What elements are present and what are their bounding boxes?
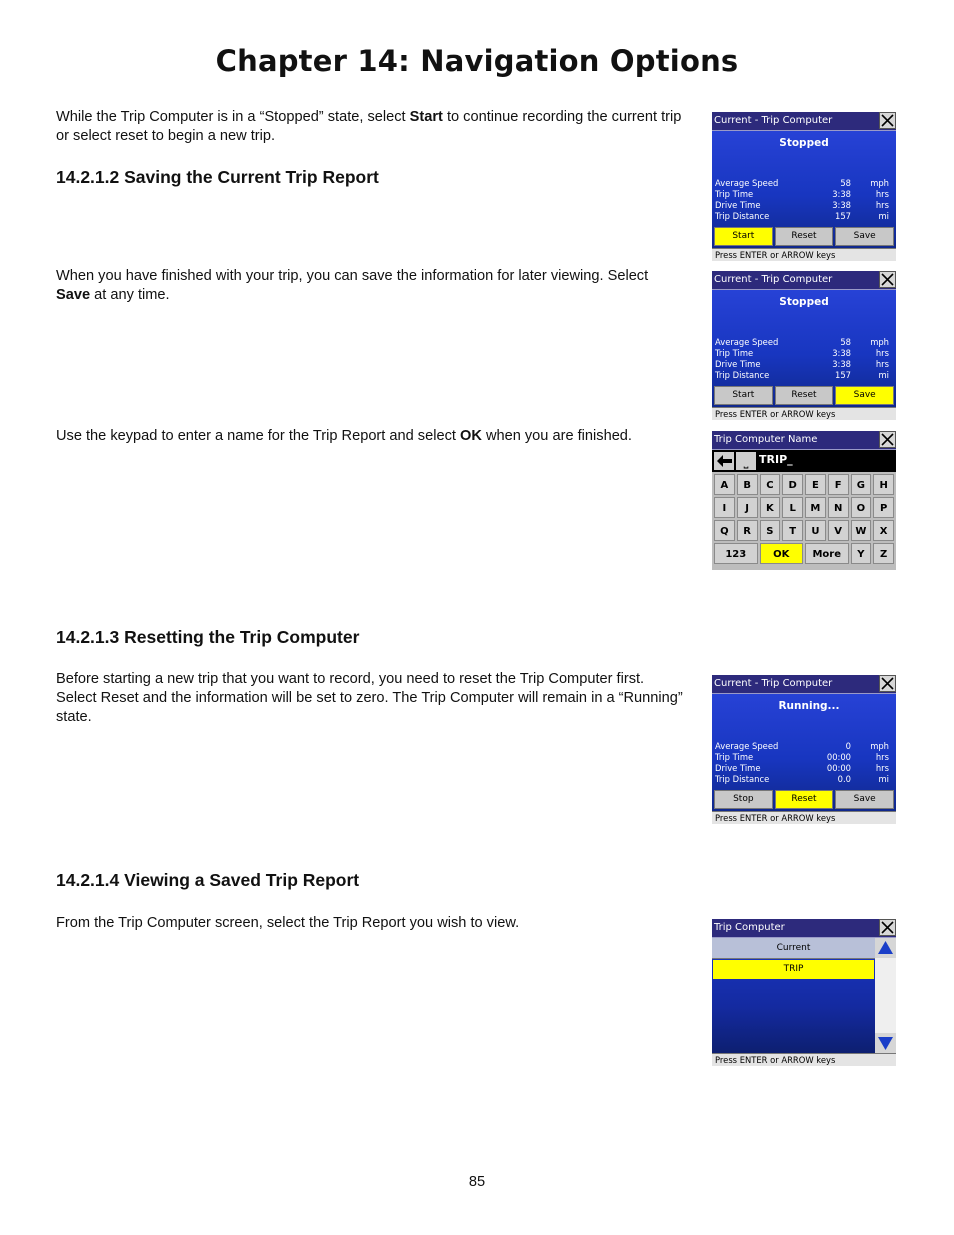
close-button[interactable] (879, 271, 896, 288)
row-trip-time: Trip Time 00:00 hrs (715, 752, 889, 762)
row-trip-distance: Trip Distance 157 mi (715, 370, 889, 380)
keypad (712, 472, 896, 566)
screen-title: Current - Trip Computer (714, 274, 833, 285)
close-icon (880, 272, 895, 287)
trip-computer-screen-stopped-save (712, 271, 896, 420)
key-d[interactable]: D (782, 474, 803, 495)
section-heading-saving: 14.2.1.2 Saving the Current Trip Report (56, 167, 379, 187)
key-k[interactable]: K (760, 497, 781, 518)
row-trip-time: Trip Time 3:38 hrs (715, 348, 889, 358)
key-f[interactable]: F (828, 474, 849, 495)
section-heading-resetting: 14.2.1.3 Resetting the Trip Computer (56, 627, 360, 647)
key-e[interactable]: E (805, 474, 826, 495)
screen-title-bar (712, 919, 896, 938)
row-trip-time: Trip Time 3:38 hrs (715, 189, 889, 199)
close-button[interactable] (879, 431, 896, 448)
key-o[interactable]: O (851, 497, 872, 518)
trip-list (712, 938, 875, 1053)
key-m[interactable]: M (805, 497, 826, 518)
row-average-speed: Average Speed 58 mph (715, 178, 889, 188)
intro-paragraph: While the Trip Computer is in a “Stopped” state, select Start to continue recording the current trip or select reset to begin a new trip. (56, 109, 682, 144)
row-average-speed: Average Speed 58 mph (715, 337, 889, 347)
trip-data-panel (712, 694, 896, 811)
key-x[interactable]: X (873, 520, 894, 541)
name-input[interactable]: TRIP_ (759, 453, 793, 466)
triangle-down-icon (875, 1033, 896, 1053)
screen-title: Current - Trip Computer (714, 678, 833, 689)
status-bar: Press ENTER or ARROW keys (712, 811, 896, 824)
trip-list-area (712, 938, 896, 1053)
backspace-button[interactable] (714, 452, 734, 470)
key-p[interactable]: P (873, 497, 894, 518)
key-i[interactable]: I (714, 497, 735, 518)
key-n[interactable]: N (828, 497, 849, 518)
close-icon (880, 432, 895, 447)
reset-paragraph: Before starting a new trip that you want to record, you need to reset the Trip Computer first. Select Reset and the information will be set to zero. The Trip Computer will remain in a “Running” state. (56, 671, 683, 725)
section-heading-viewing: 14.2.1.4 Viewing a Saved Trip Report (56, 870, 360, 890)
save-button[interactable]: Save (835, 790, 894, 809)
key-c[interactable]: C (760, 474, 781, 495)
key-h[interactable]: H (873, 474, 894, 495)
screen-title: Trip Computer (714, 922, 785, 933)
save-button[interactable]: Save (835, 386, 894, 405)
close-button[interactable] (879, 112, 896, 129)
scroll-up-button[interactable] (875, 938, 896, 958)
key-123[interactable]: 123 (714, 543, 758, 564)
start-button[interactable]: Start (714, 227, 773, 246)
trip-computer-screen-running (712, 675, 896, 824)
start-button[interactable]: Start (714, 386, 773, 405)
list-item-trip[interactable]: TRIP (713, 960, 874, 979)
list-header-current[interactable]: Current (712, 938, 875, 959)
ok-button[interactable]: OK (760, 543, 804, 564)
key-b[interactable]: B (737, 474, 758, 495)
close-icon (880, 676, 895, 691)
trip-name-keyboard-screen (712, 431, 896, 570)
key-y[interactable]: Y (851, 543, 872, 564)
key-r[interactable]: R (737, 520, 758, 541)
trip-data-panel (712, 131, 896, 248)
status-bar: Press ENTER or ARROW keys (712, 1053, 896, 1066)
row-average-speed: Average Speed 0 mph (715, 741, 889, 751)
key-l[interactable]: L (782, 497, 803, 518)
trip-computer-list-screen (712, 919, 896, 1066)
key-u[interactable]: U (805, 520, 826, 541)
key-w[interactable]: W (851, 520, 872, 541)
key-t[interactable]: T (782, 520, 803, 541)
key-j[interactable]: J (737, 497, 758, 518)
key-q[interactable]: Q (714, 520, 735, 541)
screen-title-bar (712, 112, 896, 131)
trip-state: Running... (778, 700, 840, 712)
trip-computer-screen-stopped-start (712, 112, 896, 261)
screen-title-bar (712, 271, 896, 290)
row-trip-distance: Trip Distance 0.0 mi (715, 774, 889, 784)
row-trip-distance: Trip Distance 157 mi (715, 211, 889, 221)
more-button[interactable]: More (805, 543, 849, 564)
close-button[interactable] (879, 675, 896, 692)
view-paragraph: From the Trip Computer screen, select the Trip Report you wish to view. (56, 915, 520, 931)
close-icon (880, 920, 895, 935)
key-g[interactable]: G (851, 474, 872, 495)
backspace-arrow-icon (714, 452, 734, 470)
key-v[interactable]: V (828, 520, 849, 541)
space-button[interactable]: ⎵ (736, 452, 756, 470)
screen-title: Current - Trip Computer (714, 115, 833, 126)
trip-state: Stopped (779, 296, 829, 308)
row-drive-time: Drive Time 3:38 hrs (715, 359, 889, 369)
screen-title-bar (712, 675, 896, 694)
reset-button[interactable]: Reset (775, 227, 834, 246)
key-a[interactable]: A (714, 474, 735, 495)
close-icon (880, 113, 895, 128)
saving-paragraph: When you have finished with your trip, you can save the information for later viewing. Select Save at any time. (56, 268, 649, 303)
key-z[interactable]: Z (873, 543, 894, 564)
close-button[interactable] (879, 919, 896, 936)
stop-button[interactable]: Stop (714, 790, 773, 809)
trip-data-panel (712, 290, 896, 407)
row-drive-time: Drive Time 00:00 hrs (715, 763, 889, 773)
page-number: 85 (468, 1174, 486, 1190)
row-drive-time: Drive Time 3:38 hrs (715, 200, 889, 210)
save-button[interactable]: Save (835, 227, 894, 246)
scroll-down-button[interactable] (875, 1033, 896, 1053)
screen-title-bar (712, 431, 896, 450)
reset-button[interactable]: Reset (775, 386, 834, 405)
name-input-bar (712, 450, 896, 472)
key-s[interactable]: S (760, 520, 781, 541)
status-bar: Press ENTER or ARROW keys (712, 407, 896, 420)
status-bar: Press ENTER or ARROW keys (712, 248, 896, 261)
keypad-paragraph: Use the keypad to enter a name for the Trip Report and select OK when you are finished. (56, 428, 632, 444)
triangle-up-icon (875, 938, 896, 958)
chapter-title: Chapter 14: Navigation Options (215, 44, 739, 78)
scrollbar[interactable] (875, 938, 896, 1053)
reset-button[interactable]: Reset (775, 790, 834, 809)
screen-title: Trip Computer Name (714, 434, 818, 445)
trip-state: Stopped (779, 137, 829, 149)
